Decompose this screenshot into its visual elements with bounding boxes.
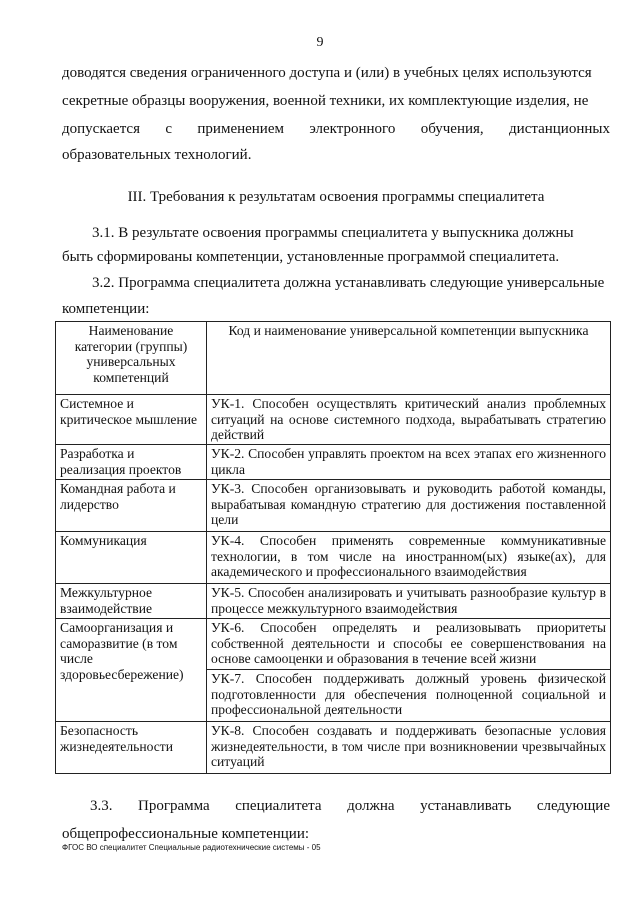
word: применением — [197, 121, 284, 137]
competencies-table — [55, 321, 611, 774]
paragraph-3-1-line-1: 3.1. В результате освоения программы специалитета у выпускника должны — [92, 225, 574, 241]
paragraph-3-1-line-2: быть сформированы компетенции, установленные программой специалитета. — [62, 249, 560, 265]
word: специалитета — [235, 798, 322, 814]
word: Программа — [138, 798, 210, 814]
paragraph-3-3-line-1 — [90, 797, 610, 815]
table-row — [56, 532, 611, 584]
page-number: 9 — [316, 35, 324, 50]
header-competence: Код и наименование универсальной компетенции выпускника — [207, 322, 611, 395]
category-cell: Разработка и реализация проектов — [56, 445, 207, 480]
word: 3.3. — [90, 798, 113, 814]
header-category: Наименование категории (группы) универсальных компетенций — [56, 322, 207, 395]
word: электронного — [309, 121, 396, 137]
intro-line-2: секретные образцы вооружения, военной техники, их комплектующие изделия, не — [62, 93, 589, 109]
category-cell: Самоорганизация и саморазвитие (в том числе здоровьесбережение) — [56, 619, 207, 722]
category-cell: Коммуникация — [56, 532, 207, 584]
intro-line-4: образовательных технологий. — [62, 147, 252, 163]
competence-cell: УК-1. Способен осуществлять критический анализ проблемных ситуаций на основе системного подхода, вырабатывать стратегию действий — [207, 395, 611, 445]
competence-cell: УК-3. Способен организовывать и руководить работой команды, вырабатывая командную стратегию для достижения поставленной цели — [207, 480, 611, 532]
section-heading: III. Требования к результатам освоения программы специалитета — [127, 189, 545, 205]
intro-line-1: доводятся сведения ограниченного доступа и (или) в учебных целях используются — [62, 65, 592, 81]
paragraph-3-2-line-2: компетенции: — [62, 301, 150, 317]
footer-note: ФГОС ВО специалитет Специальные радиотехнические системы - 05 — [62, 843, 321, 852]
competence-cell: УК-4. Способен применять современные коммуникативные технологии, в том числе на иностранном(ых) языке(ах), для академического и профессионального взаимодействия — [207, 532, 611, 584]
category-cell: Межкультурное взаимодействие — [56, 584, 207, 619]
competence-cell: УК-7. Способен поддерживать должный уровень физической подготовленности для обеспечения полноценной социальной и профессиональной деятельности — [207, 670, 611, 722]
paragraph-3-2-line-1: 3.2. Программа специалитета должна устанавливать следующие универсальные — [92, 275, 605, 291]
table-row — [56, 722, 611, 774]
category-cell: Безопасность жизнедеятельности — [56, 722, 207, 774]
word: устанавливать — [420, 798, 512, 814]
intro-line-3 — [62, 120, 610, 138]
word: допускается — [62, 121, 140, 137]
table-row — [56, 395, 611, 445]
competence-cell: УК-6. Способен определять и реализовывать приоритеты собственной деятельности и способы ее совершенствования на основе самооценки и образования в течение всей жизни — [207, 619, 611, 670]
competence-cell: УК-5. Способен анализировать и учитывать разнообразие культур в процессе межкультурного взаимодействия — [207, 584, 611, 619]
category-cell: Командная работа и лидерство — [56, 480, 207, 532]
competence-cell: УК-8. Способен создавать и поддерживать безопасные условия жизнедеятельности, в том числе при возникновении чрезвычайных ситуаций — [207, 722, 611, 774]
competence-cell: УК-2. Способен управлять проектом на всех этапах его жизненного цикла — [207, 445, 611, 480]
word: обучения, — [420, 121, 484, 137]
table-header-row — [56, 322, 611, 395]
table-row — [56, 584, 611, 619]
word: дистанционных — [509, 121, 610, 137]
word: следующие — [536, 798, 610, 814]
paragraph-3-3-line-2: общепрофессиональные компетенции: — [62, 826, 310, 842]
category-cell: Системное и критическое мышление — [56, 395, 207, 445]
table-row — [56, 619, 611, 670]
word: должна — [347, 798, 395, 814]
word: с — [165, 121, 173, 137]
table-row — [56, 445, 611, 480]
table-row — [56, 480, 611, 532]
